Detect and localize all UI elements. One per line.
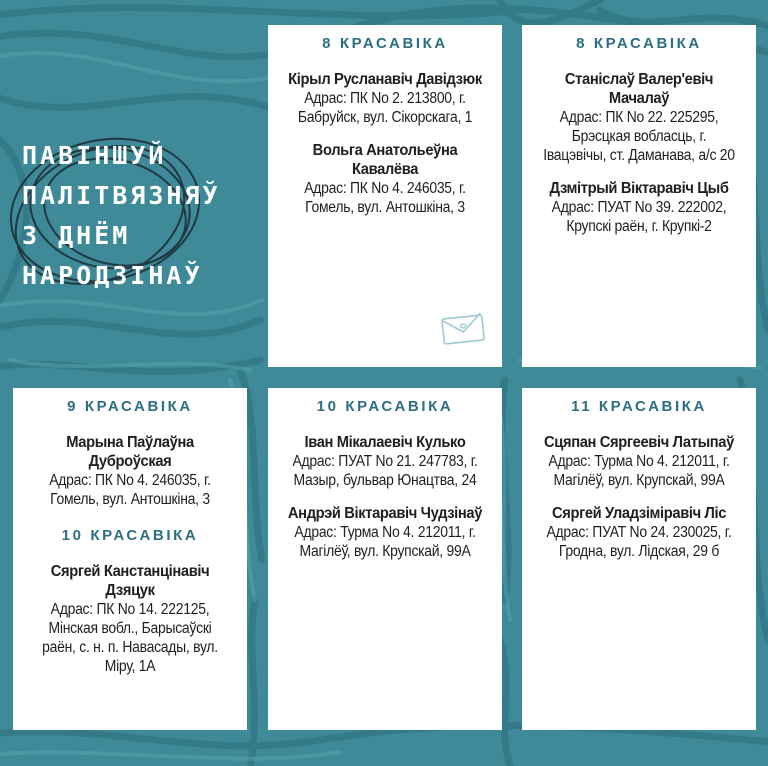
prisoner-address: Адрас: ПУАТ No 24. 230025, г. Гродна, вул. Лідская, 29 б bbox=[546, 524, 732, 560]
prisoner-address: Адрас: ПК No 22. 225295, Брэсцкая вобласць, г. Івацэвічы, ст. Даманава, а/с 20 bbox=[543, 109, 735, 164]
prisoner-address: Адрас: ПУАТ No 39. 222002, Крупскі раён, г. Крупкі-2 bbox=[551, 199, 727, 235]
prisoner-address: Адрас: ПУАТ No 21. 247783, г. Мазыр, бульвар Юнацтва, 24 bbox=[292, 453, 478, 489]
prisoner-entry bbox=[528, 504, 750, 561]
birthday-card bbox=[13, 388, 247, 730]
prisoner-name: Кірыл Русланавіч Давідзюк bbox=[288, 71, 482, 88]
prisoner-address: Адрас: ПК No 4. 246035, г. Гомель, вул. Антошкіна, 3 bbox=[49, 472, 211, 508]
prisoner-entry bbox=[19, 433, 241, 509]
prisoner-address: Адрас: ПК No 2. 213800, г. Бабруйск, вул. Сікорскага, 1 bbox=[297, 90, 473, 126]
prisoner-name: Вольга Анатольеўна Кавалёва bbox=[312, 142, 458, 178]
prisoner-name: Сяргей Уладзіміравіч Ліс bbox=[551, 505, 727, 522]
prisoner-address: Адрас: ПК No 4. 246035, г. Гомель, вул. Антошкіна, 3 bbox=[304, 180, 466, 216]
prisoner-name: Сцяпан Сяргеевіч Латыпаў bbox=[544, 434, 734, 451]
card-date: 8 КРАСАВІКА bbox=[576, 35, 702, 52]
prisoner-entry bbox=[274, 70, 496, 127]
prisoner-name: Сяргей Канстанцінавіч Дзяцук bbox=[50, 563, 210, 599]
birthday-card bbox=[522, 25, 756, 367]
heading-line: НАРОДЗІНАЎ bbox=[22, 261, 203, 290]
prisoner-entry bbox=[274, 433, 496, 490]
prisoner-entry bbox=[19, 562, 241, 676]
card-date: 9 КРАСАВІКА bbox=[67, 398, 193, 415]
prisoner-address: Адрас: Турма No 4. 212011, г. Магілёў, вул. Крупскай, 99А bbox=[548, 453, 730, 489]
prisoner-name: Станіслаў Валер'евіч Мачалаў bbox=[564, 71, 714, 107]
card-date: 10 КРАСАВІКА bbox=[61, 527, 199, 544]
prisoner-name: Марына Паўлаўна Дуброўская bbox=[66, 434, 194, 470]
card-date: 10 КРАСАВІКА bbox=[316, 398, 454, 415]
prisoner-address: Адрас: ПК No 14. 222125, Мінская вобл., Барысаўскі раён, с. н. п. Навасады, вул. Міру, 1А bbox=[42, 601, 218, 675]
card-date: 8 КРАСАВІКА bbox=[322, 35, 448, 52]
prisoner-entry bbox=[528, 433, 750, 490]
prisoner-entry bbox=[528, 70, 750, 165]
prisoner-name: Іван Мікалаевіч Кулько bbox=[304, 434, 466, 451]
greeting-heading bbox=[22, 136, 262, 296]
prisoner-entry bbox=[274, 141, 496, 217]
envelope-icon bbox=[440, 312, 486, 346]
heading-line: ПАЛІТВЯЗНЯЎ bbox=[22, 181, 221, 210]
birthday-card bbox=[522, 388, 756, 730]
prisoner-address: Адрас: Турма No 4. 212011, г. Магілёў, вул. Крупскай, 99А bbox=[294, 524, 476, 560]
birthday-card bbox=[268, 388, 502, 730]
prisoner-entry bbox=[528, 179, 750, 236]
prisoner-entry bbox=[274, 504, 496, 561]
prisoner-name: Дзмітрый Віктаравіч Цыб bbox=[549, 180, 729, 197]
card-date: 11 КРАСАВІКА bbox=[571, 398, 707, 415]
prisoner-name: Андрэй Віктаравіч Чудзінаў bbox=[287, 505, 483, 522]
heading-line: ПАВІНШУЙ bbox=[22, 141, 167, 170]
heading-line: З ДНЁМ bbox=[22, 221, 131, 250]
